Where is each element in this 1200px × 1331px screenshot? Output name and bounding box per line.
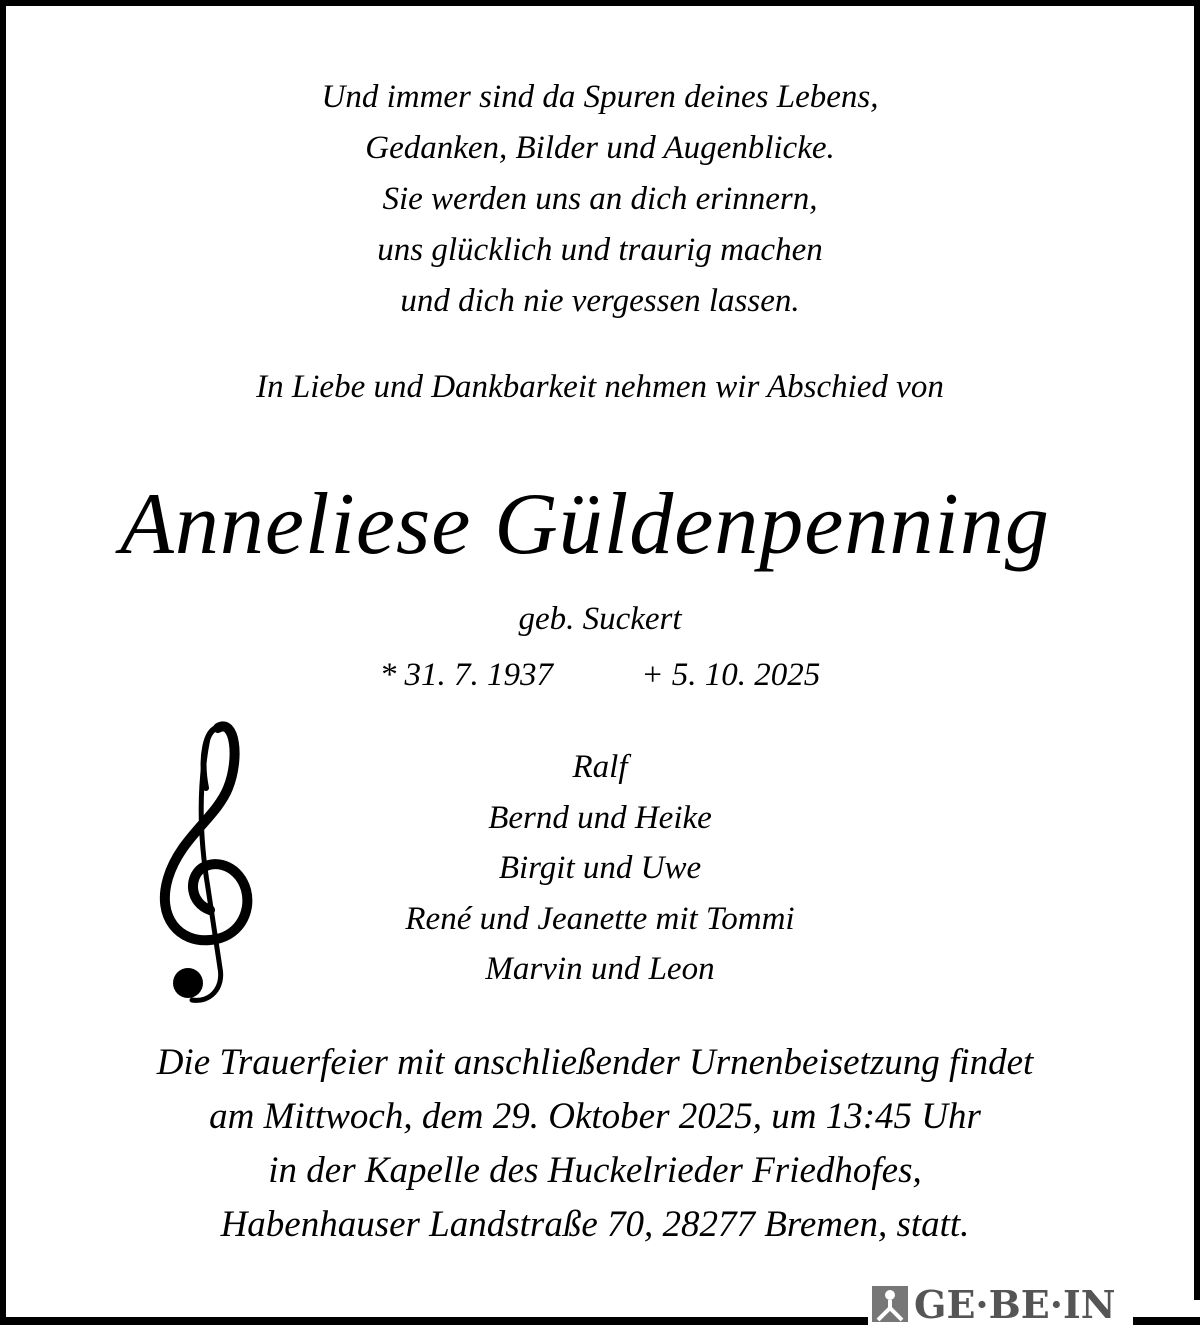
deceased-name: Anneliese Güldenpenning [120,476,1050,573]
mourners-list [0,742,1200,995]
border-bottom-right [1133,1317,1200,1325]
mourner: René und Jeanette mit Tommi [405,900,795,937]
farewell-intro: In Liebe und Dankbarkeit nehmen wir Abschied von [256,369,944,405]
ceremony-line: Habenhauser Landstraße 70, 28277 Bremen, statt. [220,1204,970,1245]
death-date: + 5. 10. 2025 [641,657,821,693]
ceremony-line: am Mittwoch, dem 29. Oktober 2025, um 13:45 Uhr [209,1096,981,1137]
mourner: Ralf [572,749,628,785]
poem-line: Gedanken, Bilder und Augenblicke. [365,130,835,166]
mourner: Birgit und Uwe [498,850,702,886]
ceremony-line: Die Trauerfeier mit anschließender Urnenbeisetzung findet [156,1042,1034,1083]
birth-date: * 31. 7. 1937 [379,657,553,693]
life-dates [0,652,1200,698]
border-bottom-left [0,1317,868,1325]
gebein-mark-icon [872,1286,908,1322]
ceremony-line: in der Kapelle des Huckelrieder Friedhofes, [268,1150,922,1191]
border-top [0,0,1200,6]
mourner: Marvin und Leon [485,951,715,987]
ceremony-details [0,1036,1190,1252]
poem [0,72,1200,327]
publisher-logo [872,1281,1116,1327]
logo-text: GE·BE·IN [914,1281,1116,1327]
poem-line: Und immer sind da Spuren deines Lebens, [321,79,879,115]
mourner: Bernd und Heike [488,799,712,836]
poem-line: und dich nie vergessen lassen. [400,283,800,319]
birth-name: geb. Suckert [518,601,682,637]
poem-line: uns glücklich und traurig machen [377,232,823,268]
poem-line: Sie werden uns an dich erinnern, [382,181,818,217]
